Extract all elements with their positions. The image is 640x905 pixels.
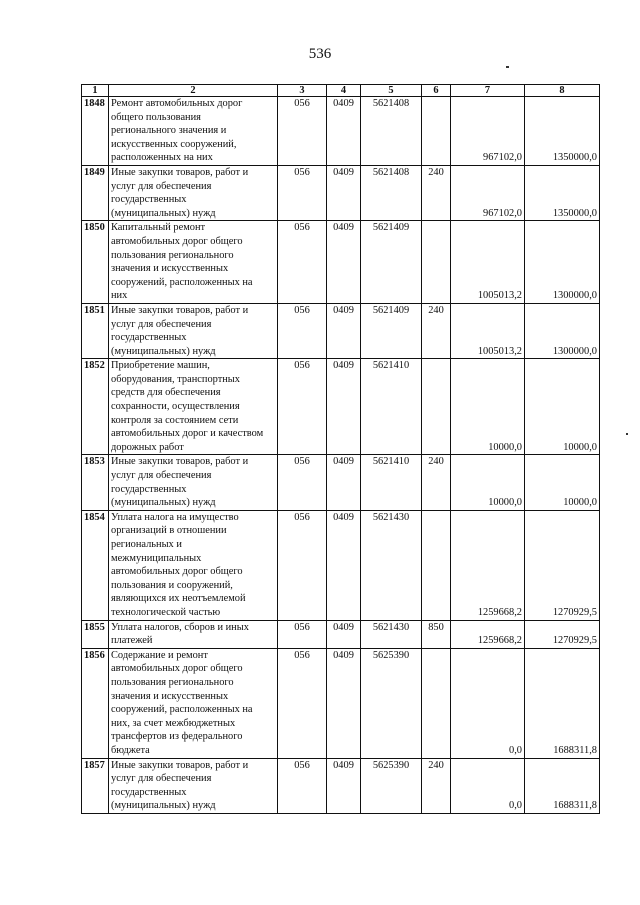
table-row — [82, 303, 600, 358]
row-name-line: пользования регионального — [111, 249, 234, 261]
table-row — [82, 620, 600, 648]
table-row — [82, 648, 600, 758]
header-cell: 7 — [451, 85, 525, 97]
target-code-cell: 5621409 — [361, 303, 422, 358]
table-row — [82, 455, 600, 510]
amount-col8-cell: 1688311,8 — [525, 648, 600, 758]
target-code-cell: 5625390 — [361, 648, 422, 758]
section-code-cell: 0409 — [327, 221, 361, 304]
row-name-line: искусственных сооружений, — [111, 138, 237, 150]
header-cell: 6 — [422, 85, 451, 97]
row-name-line: Уплата налога на имущество — [111, 511, 239, 523]
row-name-cell — [109, 648, 278, 758]
ministry-code-cell: 056 — [278, 510, 327, 620]
amount-col7-cell: 967102,0 — [451, 97, 525, 166]
row-name-line: средств для обеспечения — [111, 387, 221, 399]
table-body — [82, 85, 600, 814]
target-code-cell: 5621410 — [361, 359, 422, 455]
row-name-line: являющихся их неотъемлемой — [111, 593, 246, 605]
row-name-line: автомобильных дорог и качеством — [111, 428, 264, 440]
budget-table — [81, 84, 600, 814]
row-name-cell — [109, 97, 278, 166]
row-name-line: (муниципальных) нужд — [111, 497, 216, 509]
section-code-cell: 0409 — [327, 620, 361, 648]
row-number-cell: 1850 — [82, 221, 109, 304]
row-name-line: контроля за состоянием сети — [111, 414, 239, 426]
header-cell: 4 — [327, 85, 361, 97]
target-code-cell: 5621430 — [361, 510, 422, 620]
row-name-line: сооружений, расположенных на — [111, 704, 253, 716]
ministry-code-cell: 056 — [278, 620, 327, 648]
row-name-line: трансфертов из федерального — [111, 731, 243, 743]
amount-col7-cell: 1005013,2 — [451, 221, 525, 304]
header-cell: 5 — [361, 85, 422, 97]
row-name-line: Иные закупки товаров, работ и — [111, 166, 249, 178]
row-name-line: регионального значения и — [111, 125, 227, 137]
amount-col7-cell: 0,0 — [451, 648, 525, 758]
row-name-line: услуг для обеспечения — [111, 773, 212, 785]
target-code-cell: 5621408 — [361, 97, 422, 166]
row-name-line: государственных — [111, 786, 187, 798]
section-code-cell: 0409 — [327, 303, 361, 358]
section-code-cell: 0409 — [327, 455, 361, 510]
amount-col8-cell: 1350000,0 — [525, 97, 600, 166]
row-name-line: Содержание и ремонт — [111, 649, 208, 661]
row-name-line: дорожных работ — [111, 441, 184, 453]
row-name-line: технологической частью — [111, 606, 221, 618]
section-code-cell: 0409 — [327, 165, 361, 220]
row-name-line: Иные закупки товаров, работ и — [111, 759, 249, 771]
target-code-cell: 5621408 — [361, 165, 422, 220]
row-name-cell — [109, 758, 278, 813]
expense-type-cell: 240 — [422, 758, 451, 813]
header-cell: 1 — [82, 85, 109, 97]
row-name-line: услуг для обеспечения — [111, 318, 212, 330]
row-name-line: (муниципальных) нужд — [111, 800, 216, 812]
expense-type-cell — [422, 648, 451, 758]
section-code-cell: 0409 — [327, 758, 361, 813]
row-name-line: государственных — [111, 194, 187, 206]
expense-type-cell: 240 — [422, 455, 451, 510]
amount-col7-cell: 1005013,2 — [451, 303, 525, 358]
table-row — [82, 97, 600, 166]
amount-col7-cell: 1259668,2 — [451, 620, 525, 648]
section-code-cell: 0409 — [327, 97, 361, 166]
row-number-cell: 1851 — [82, 303, 109, 358]
row-name-line: сохранности, осуществления — [111, 401, 240, 413]
row-name-cell — [109, 303, 278, 358]
expense-type-cell: 850 — [422, 620, 451, 648]
table-row — [82, 758, 600, 813]
amount-col8-cell: 1300000,0 — [525, 303, 600, 358]
table-row — [82, 221, 600, 304]
row-name-line: автомобильных дорог общего — [111, 663, 243, 675]
amount-col8-cell: 1270929,5 — [525, 510, 600, 620]
ministry-code-cell: 056 — [278, 165, 327, 220]
amount-col7-cell: 10000,0 — [451, 455, 525, 510]
amount-col7-cell: 10000,0 — [451, 359, 525, 455]
scan-speck — [626, 433, 628, 435]
amount-col8-cell: 1688311,8 — [525, 758, 600, 813]
row-name-line: Капитальный ремонт — [111, 222, 206, 234]
ministry-code-cell: 056 — [278, 303, 327, 358]
row-name-line: пользования и сооружений, — [111, 579, 233, 591]
amount-col8-cell: 10000,0 — [525, 359, 600, 455]
row-name-line: Иные закупки товаров, работ и — [111, 456, 249, 468]
row-name-cell — [109, 620, 278, 648]
expense-type-cell: 240 — [422, 303, 451, 358]
row-name-line: них — [111, 290, 128, 302]
row-name-line: государственных — [111, 332, 187, 344]
expense-type-cell — [422, 221, 451, 304]
amount-col7-cell: 1259668,2 — [451, 510, 525, 620]
row-name-line: услуг для обеспечения — [111, 180, 212, 192]
row-name-line: автомобильных дорог общего — [111, 235, 243, 247]
ministry-code-cell: 056 — [278, 758, 327, 813]
ministry-code-cell: 056 — [278, 97, 327, 166]
target-code-cell: 5621409 — [361, 221, 422, 304]
row-name-line: расположенных на них — [111, 152, 213, 164]
row-name-line: общего пользования — [111, 111, 201, 123]
section-code-cell: 0409 — [327, 648, 361, 758]
row-number-cell: 1849 — [82, 165, 109, 220]
expense-type-cell: 240 — [422, 165, 451, 220]
row-name-line: (муниципальных) нужд — [111, 345, 216, 357]
row-name-line: межмуниципальных — [111, 552, 202, 564]
amount-col8-cell: 1350000,0 — [525, 165, 600, 220]
row-name-line: значения и искусственных — [111, 690, 229, 702]
table-row — [82, 359, 600, 455]
row-number-cell: 1853 — [82, 455, 109, 510]
header-cell: 2 — [109, 85, 278, 97]
row-name-line: услуг для обеспечения — [111, 470, 212, 482]
row-number-cell: 1848 — [82, 97, 109, 166]
amount-col8-cell: 1300000,0 — [525, 221, 600, 304]
row-name-line: Уплата налогов, сборов и иных — [111, 621, 249, 633]
section-code-cell: 0409 — [327, 510, 361, 620]
row-number-cell: 1855 — [82, 620, 109, 648]
header-cell: 8 — [525, 85, 600, 97]
row-name-line: сооружений, расположенных на — [111, 276, 253, 288]
table-row — [82, 510, 600, 620]
target-code-cell: 5621430 — [361, 620, 422, 648]
header-cell: 3 — [278, 85, 327, 97]
target-code-cell: 5621410 — [361, 455, 422, 510]
row-name-cell — [109, 359, 278, 455]
row-number-cell: 1857 — [82, 758, 109, 813]
ministry-code-cell: 056 — [278, 221, 327, 304]
ministry-code-cell: 056 — [278, 648, 327, 758]
ministry-code-cell: 056 — [278, 455, 327, 510]
row-name-line: организаций в отношении — [111, 525, 227, 537]
expense-type-cell — [422, 510, 451, 620]
expense-type-cell — [422, 359, 451, 455]
target-code-cell: 5625390 — [361, 758, 422, 813]
page-number: 536 — [308, 46, 332, 62]
row-name-line: Иные закупки товаров, работ и — [111, 304, 249, 316]
row-name-cell — [109, 455, 278, 510]
table-header-row — [82, 85, 600, 97]
row-name-line: Приобретение машин, — [111, 360, 210, 372]
table-row — [82, 165, 600, 220]
row-name-line: государственных — [111, 483, 187, 495]
row-number-cell: 1854 — [82, 510, 109, 620]
ministry-code-cell: 056 — [278, 359, 327, 455]
row-name-cell — [109, 510, 278, 620]
row-name-line: региональных и — [111, 539, 182, 550]
row-name-line: (муниципальных) нужд — [111, 207, 216, 219]
row-name-line: бюджета — [111, 744, 150, 756]
row-name-cell — [109, 221, 278, 304]
section-code-cell: 0409 — [327, 359, 361, 455]
expense-type-cell — [422, 97, 451, 166]
amount-col8-cell: 1270929,5 — [525, 620, 600, 648]
row-name-line: оборудования, транспортных — [111, 373, 240, 385]
row-name-line: значения и искусственных — [111, 263, 229, 275]
row-name-line: Ремонт автомобильных дорог — [111, 98, 243, 109]
row-name-line: пользования регионального — [111, 676, 234, 688]
amount-col8-cell: 10000,0 — [525, 455, 600, 510]
row-number-cell: 1856 — [82, 648, 109, 758]
amount-col7-cell: 967102,0 — [451, 165, 525, 220]
row-number-cell: 1852 — [82, 359, 109, 455]
row-name-line: платежей — [111, 635, 153, 647]
row-name-line: них, за счет межбюджетных — [111, 717, 236, 729]
row-name-line: автомобильных дорог общего — [111, 566, 243, 578]
amount-col7-cell: 0,0 — [451, 758, 525, 813]
scan-speck — [506, 66, 509, 68]
row-name-cell — [109, 165, 278, 220]
